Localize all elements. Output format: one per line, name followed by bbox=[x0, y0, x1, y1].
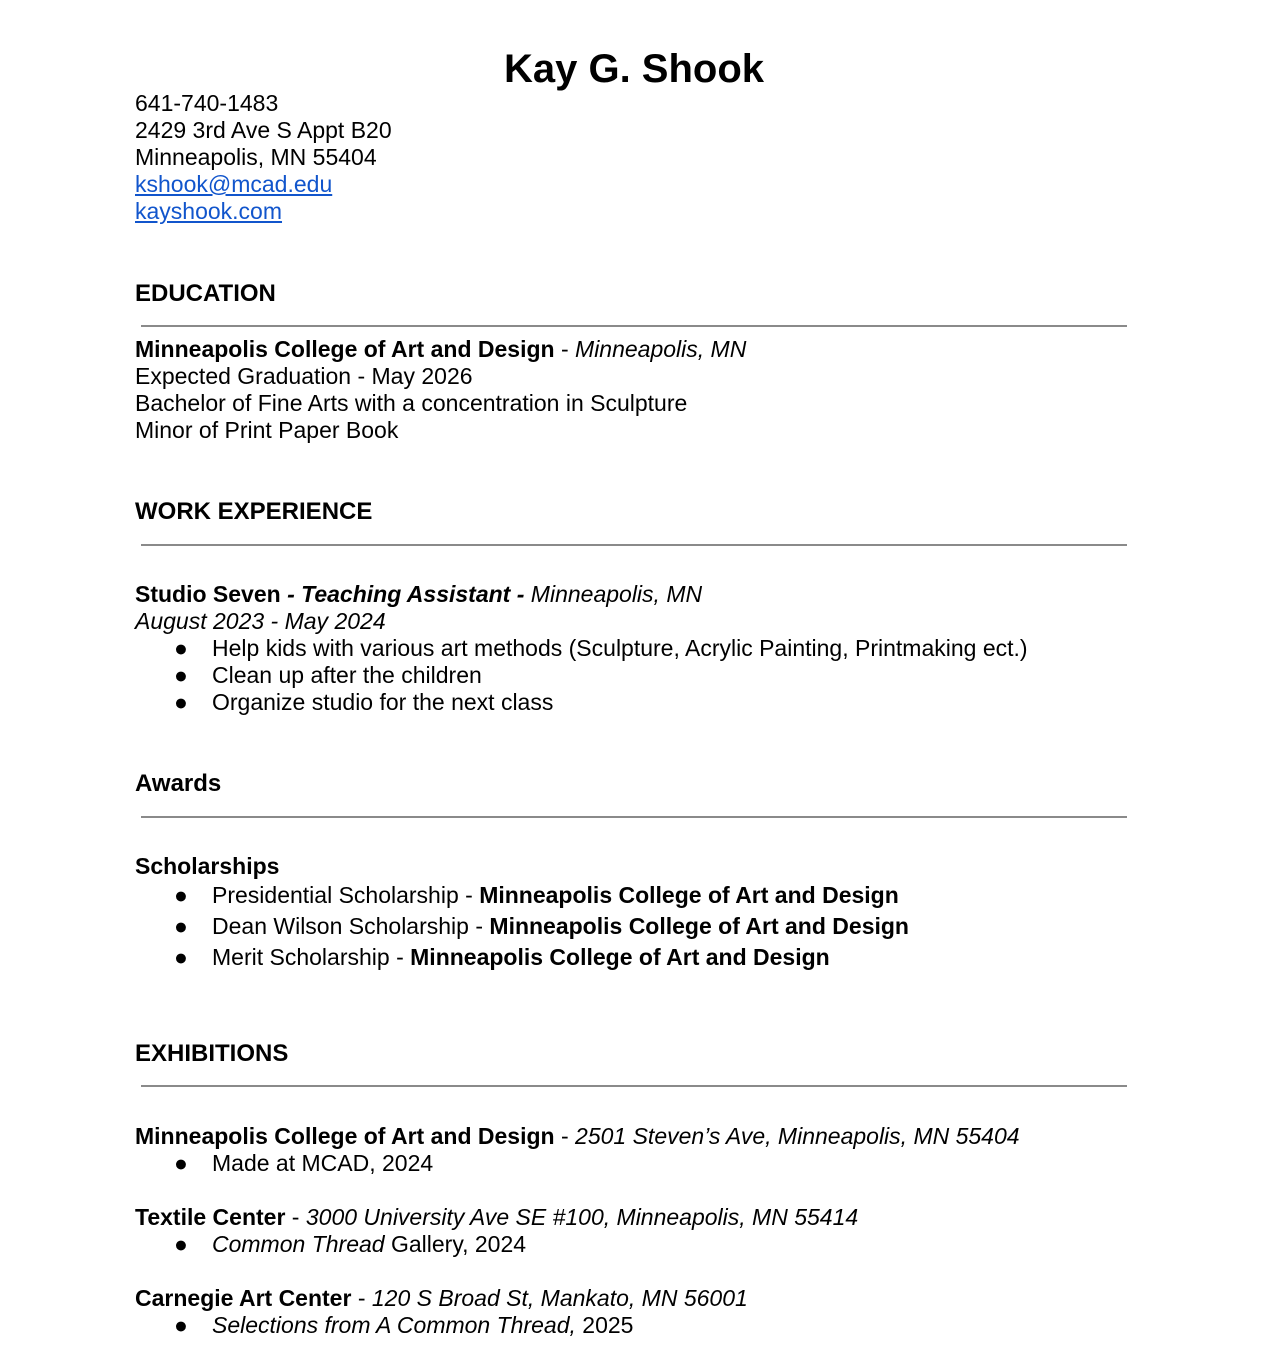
resume-name: Kay G. Shook bbox=[503, 47, 765, 91]
exhibition-list bbox=[135, 1231, 1135, 1258]
duty-text: Organize studio for the next class bbox=[212, 689, 554, 715]
education-divider bbox=[141, 325, 1127, 327]
work-divider bbox=[141, 544, 1127, 546]
scholarship-org: Minneapolis College of Art and Design bbox=[479, 882, 899, 908]
separator: - bbox=[389, 944, 411, 970]
website-link[interactable]: kayshook.com bbox=[135, 198, 283, 224]
employer-name: Studio Seven bbox=[135, 581, 281, 607]
separator: - bbox=[510, 581, 531, 607]
graduation-date: Expected Graduation - May 2026 bbox=[135, 363, 473, 389]
phone-number: 641-740-1483 bbox=[135, 90, 279, 116]
job-role: Teaching Assistant bbox=[301, 581, 511, 607]
venue-name: Carnegie Art Center bbox=[135, 1285, 352, 1311]
scholarship-name: Merit Scholarship bbox=[212, 944, 390, 970]
exhibition-list bbox=[135, 1312, 1135, 1339]
scholarship-name: Dean Wilson Scholarship bbox=[212, 913, 469, 939]
duties-list bbox=[135, 635, 1135, 716]
separator: - bbox=[458, 882, 480, 908]
list-item bbox=[135, 1312, 1135, 1339]
list-item bbox=[135, 911, 1135, 942]
bullet-icon: ● bbox=[174, 635, 188, 661]
address-line-1: 2429 3rd Ave S Appt B20 bbox=[135, 117, 392, 143]
school-location: Minneapolis, MN bbox=[575, 336, 747, 362]
education-school-line bbox=[135, 336, 1135, 363]
education-heading: EDUCATION bbox=[135, 280, 276, 307]
show-details: Gallery, 2024 bbox=[384, 1231, 527, 1257]
degree: Bachelor of Fine Arts with a concentration in Sculpture bbox=[135, 390, 688, 416]
venue-address: 3000 University Ave SE #100, Minneapolis, MN 55414 bbox=[305, 1204, 859, 1230]
exhibition-entry bbox=[135, 1123, 1135, 1177]
show-details: Made at MCAD, 2024 bbox=[212, 1150, 434, 1176]
exhibition-venue-line bbox=[135, 1204, 1135, 1231]
exhibition-list bbox=[135, 1150, 1135, 1177]
scholarship-org: Minneapolis College of Art and Design bbox=[410, 944, 830, 970]
list-item bbox=[135, 689, 1135, 716]
bullet-icon: ● bbox=[174, 1231, 188, 1257]
job-location: Minneapolis, MN bbox=[530, 581, 703, 607]
bullet-icon: ● bbox=[174, 944, 188, 970]
school-name: Minneapolis College of Art and Design bbox=[135, 336, 555, 362]
work-details bbox=[135, 581, 1135, 716]
job-dates: August 2023 - May 2024 bbox=[135, 608, 386, 634]
scholarship-org: Minneapolis College of Art and Design bbox=[489, 913, 909, 939]
work-section bbox=[135, 497, 1135, 527]
venue-address: 2501 Steven’s Ave, Minneapolis, MN 55404 bbox=[575, 1123, 1020, 1149]
education-details bbox=[135, 336, 1135, 444]
exhibition-entry bbox=[135, 1285, 1135, 1339]
exhibition-venue-line bbox=[135, 1123, 1135, 1150]
duty-text: Clean up after the children bbox=[212, 662, 482, 688]
venue-address: 120 S Broad St, Mankato, MN 56001 bbox=[371, 1285, 748, 1311]
separator: - bbox=[285, 1204, 306, 1230]
education-section bbox=[135, 279, 1135, 309]
duty-text: Help kids with various art methods (Sculpture, Acrylic Painting, Printmaking ect.) bbox=[212, 635, 1028, 661]
bullet-icon: ● bbox=[174, 1312, 188, 1338]
separator: - bbox=[554, 1123, 576, 1149]
list-item bbox=[135, 662, 1135, 689]
awards-details bbox=[135, 853, 1135, 973]
contact-block bbox=[135, 90, 392, 225]
scholarship-name: Presidential Scholarship bbox=[212, 882, 459, 908]
exhibition-venue-line bbox=[135, 1285, 1135, 1312]
bullet-icon: ● bbox=[174, 913, 188, 939]
exhibition-entry bbox=[135, 1204, 1135, 1258]
work-heading: WORK EXPERIENCE bbox=[135, 498, 373, 525]
list-item bbox=[135, 1150, 1135, 1177]
bullet-icon: ● bbox=[174, 689, 188, 715]
scholarship-list bbox=[135, 880, 1135, 973]
show-details: 2025 bbox=[575, 1312, 634, 1338]
venue-name: Minneapolis College of Art and Design bbox=[135, 1123, 555, 1149]
show-title: Common Thread bbox=[212, 1231, 385, 1257]
show-title: Selections from A Common Thread, bbox=[212, 1312, 576, 1338]
venue-name: Textile Center bbox=[135, 1204, 286, 1230]
address-line-2: Minneapolis, MN 55404 bbox=[135, 144, 377, 170]
awards-section bbox=[135, 769, 1135, 799]
bullet-icon: ● bbox=[174, 1150, 188, 1176]
list-item bbox=[135, 880, 1135, 911]
job-title-line bbox=[135, 581, 1135, 608]
awards-divider bbox=[141, 816, 1127, 818]
list-item bbox=[135, 635, 1135, 662]
exhibitions-heading: EXHIBITIONS bbox=[135, 1040, 289, 1067]
list-item bbox=[135, 1231, 1135, 1258]
exhibitions-section bbox=[135, 1039, 1135, 1069]
email-link[interactable]: kshook@mcad.edu bbox=[135, 171, 333, 197]
bullet-icon: ● bbox=[174, 662, 188, 688]
awards-heading: Awards bbox=[135, 770, 222, 797]
scholarships-subheading: Scholarships bbox=[135, 853, 280, 879]
separator: - bbox=[280, 581, 302, 607]
bullet-icon: ● bbox=[174, 882, 188, 908]
separator: - bbox=[468, 913, 490, 939]
separator: - bbox=[351, 1285, 372, 1311]
list-item bbox=[135, 942, 1135, 973]
minor: Minor of Print Paper Book bbox=[135, 417, 399, 443]
exhibitions-divider bbox=[141, 1085, 1127, 1087]
separator: - bbox=[554, 336, 576, 362]
